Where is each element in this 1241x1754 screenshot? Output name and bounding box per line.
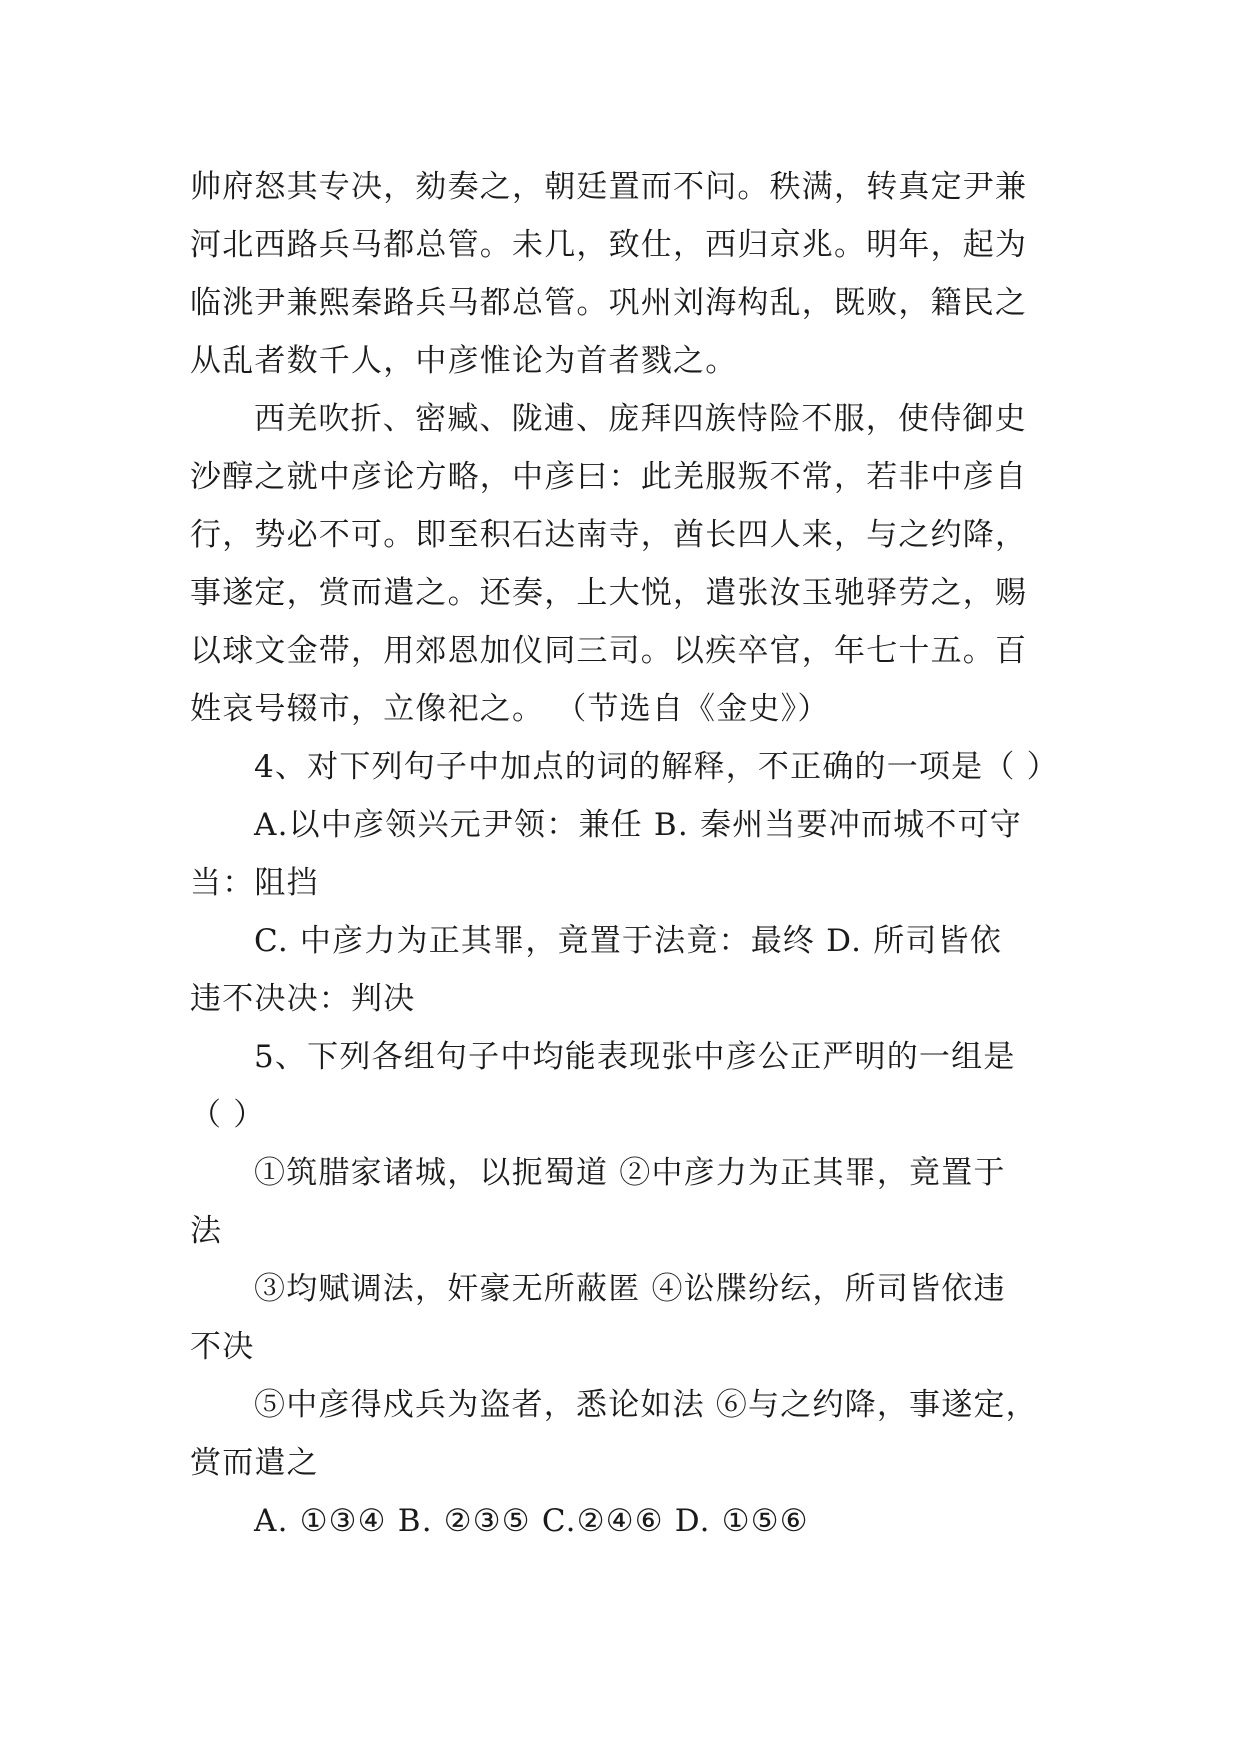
passage-line: 西羌吹折、密臧、陇逋、庞拜四族恃险不服，使侍御史 bbox=[254, 401, 1027, 437]
document-body bbox=[190, 158, 1059, 1550]
question-5-stem: 5、下列各组句子中均能表现张中彦公正严明的一组是 bbox=[254, 1039, 1016, 1075]
question-5-answers: A. ①③④ B. ②③⑤ C.②④⑥ D. ①⑤⑥ bbox=[254, 1503, 809, 1539]
passage-line: 河北西路兵马都总管。未几，致仕，西归京兆。明年，起为 bbox=[190, 227, 1028, 263]
passage-line: 帅府怒其专决，劾奏之，朝廷置而不问。秩满，转真定尹兼 bbox=[190, 169, 1028, 205]
passage-source-line: 姓哀号辍市，立像祀之。 （节选自《金史》） bbox=[190, 691, 830, 727]
question-4-stem: 4、对下列句子中加点的词的解释，不正确的一项是（ ） bbox=[254, 749, 1059, 785]
passage-line: 临洮尹兼熙秦路兵马都总管。巩州刘海构乱，既败，籍民之 bbox=[190, 285, 1028, 321]
question-5-items: 法 bbox=[190, 1213, 223, 1249]
question-5-stem: （ ） bbox=[190, 1097, 266, 1133]
question-5-items: ⑤中彦得戍兵为盗者，悉论如法 ⑥与之约降，事遂定， bbox=[254, 1387, 1038, 1423]
question-5-items: ③均赋调法，奸豪无所蔽匿 ④讼牒纷纭，所司皆依违 bbox=[254, 1271, 1006, 1307]
passage-line: 沙醇之就中彦论方略，中彦曰：此羌服叛不常，若非中彦自 bbox=[190, 459, 1028, 495]
passage-line: 事遂定，赏而遣之。还奏，上大悦，遣张汝玉驰驿劳之，赐 bbox=[190, 575, 1028, 611]
question-4-options: 违不决决：判决 bbox=[190, 981, 416, 1017]
passage-line: 以球文金带，用郊恩加仪同三司。以疾卒官，年七十五。百 bbox=[190, 633, 1028, 669]
question-5-items: 不决 bbox=[190, 1329, 255, 1365]
question-5-items: ①筑腊家诸城，以扼蜀道 ②中彦力为正其罪，竟置于 bbox=[254, 1155, 1006, 1191]
passage-line: 行，势必不可。即至积石达南寺，酋长四人来，与之约降， bbox=[190, 517, 1028, 553]
question-5-items: 赏而遣之 bbox=[190, 1445, 319, 1481]
question-4-options: C. 中彦力为正其罪，竟置于法竟：最终 D. 所司皆依 bbox=[254, 923, 1003, 959]
question-4-options: 当：阻挡 bbox=[190, 865, 319, 901]
passage-line: 从乱者数千人，中彦惟论为首者戮之。 bbox=[190, 343, 738, 379]
question-4-options: A.以中彦领兴元尹领：兼任 B. 秦州当要冲而城不可守 bbox=[254, 807, 1022, 843]
